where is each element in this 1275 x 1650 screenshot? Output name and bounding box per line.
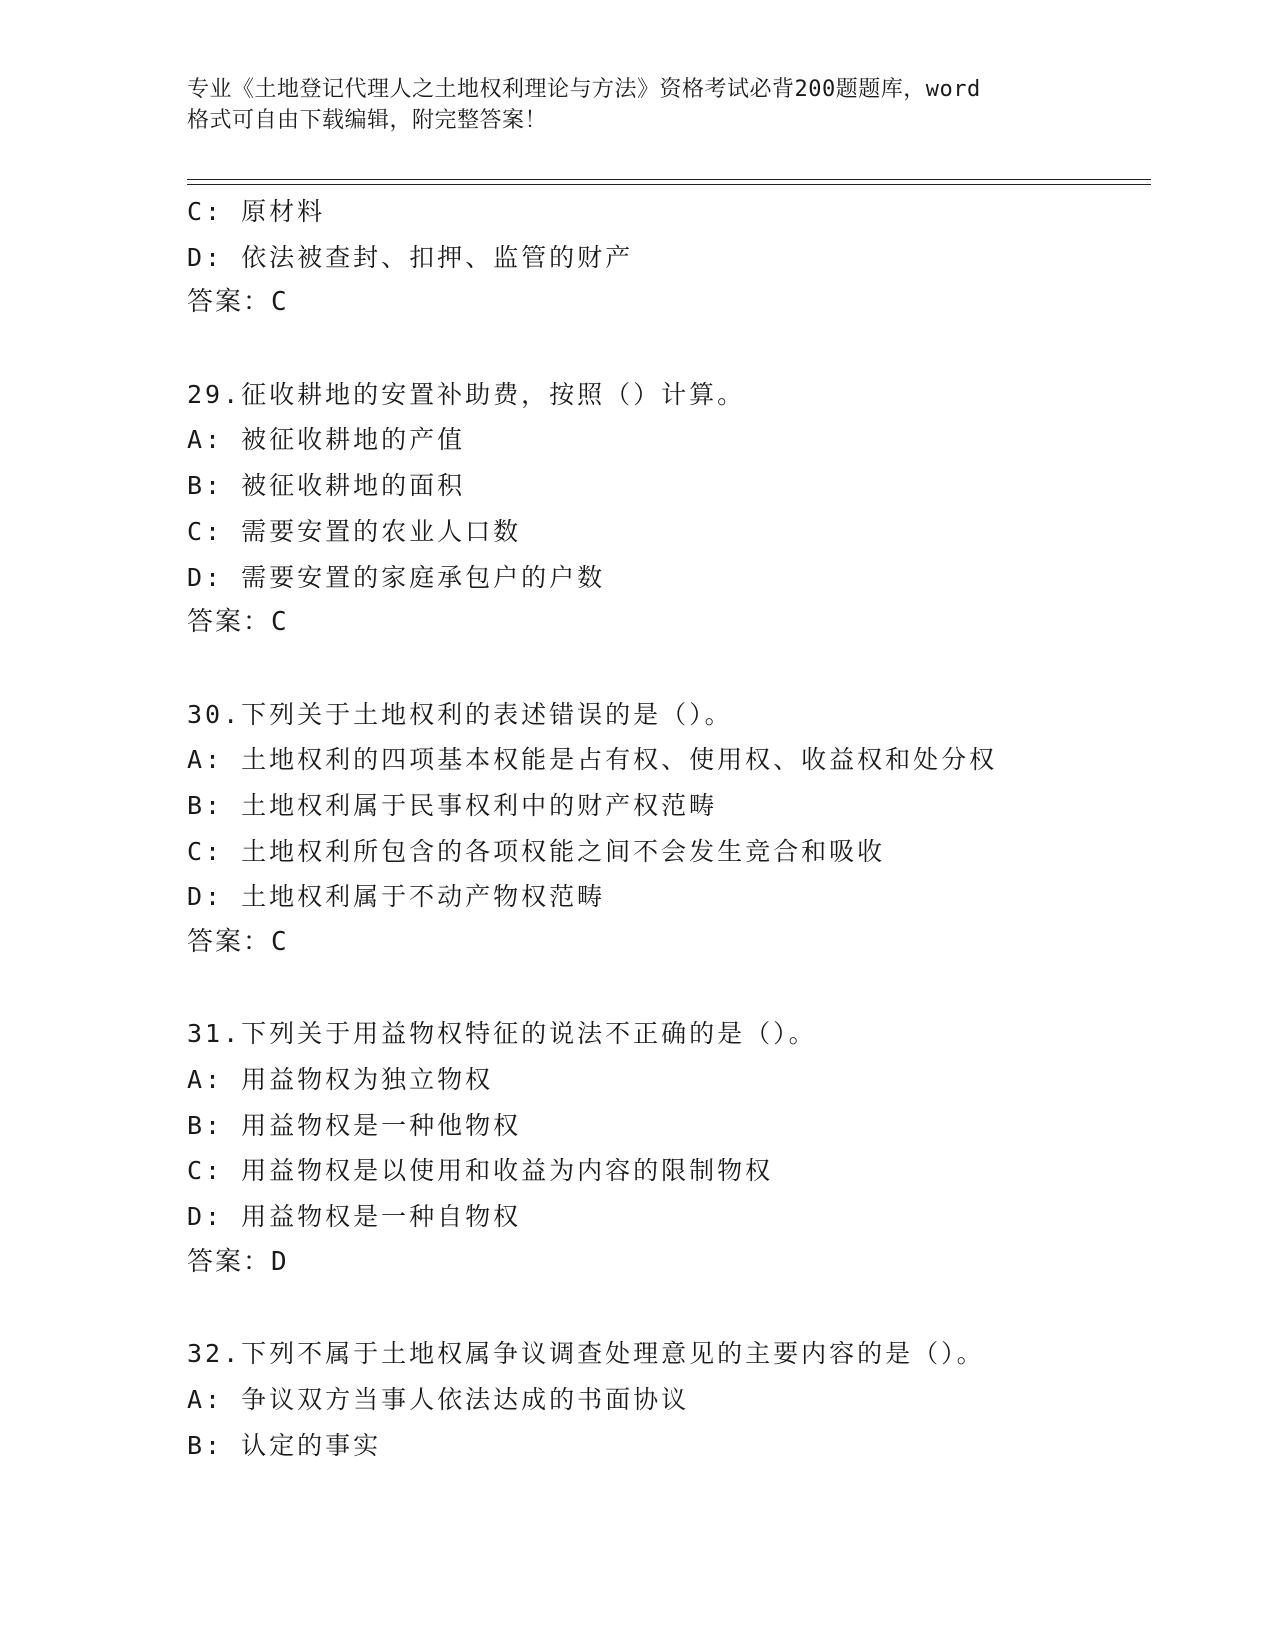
question-32 bbox=[187, 1331, 1147, 1468]
option-a: A: 争议双方当事人依法达成的书面协议 bbox=[187, 1384, 690, 1414]
header-divider-top bbox=[187, 179, 1151, 180]
answer-line bbox=[187, 1240, 1147, 1286]
option-c: C: 用益物权是以使用和收益为内容的限制物权 bbox=[187, 1156, 774, 1186]
option-c: C: 原材料 bbox=[187, 197, 326, 226]
option-b: B: 认定的事实 bbox=[187, 1430, 382, 1460]
answer-value: D bbox=[271, 1246, 287, 1277]
question-stem: 32.下列不属于土地权属争议调查处理意见的主要内容的是（）。 bbox=[187, 1339, 985, 1369]
answer-label: 答案： bbox=[187, 287, 272, 318]
option-b: B: 土地权利属于民事权利中的财产权范畴 bbox=[187, 790, 718, 820]
option-a: A: 用益物权为独立物权 bbox=[187, 1065, 494, 1095]
answer-value: C bbox=[271, 607, 287, 638]
option-a: A: 土地权利的四项基本权能是占有权、使用权、收益权和处分权 bbox=[187, 745, 998, 775]
answer-line bbox=[187, 280, 1147, 326]
option-c: C: 土地权利所包含的各项权能之间不会发生竞合和吸收 bbox=[187, 836, 886, 866]
question-29 bbox=[187, 372, 1147, 646]
answer-label: 答案： bbox=[187, 607, 272, 638]
option-d: D: 用益物权是一种自物权 bbox=[187, 1202, 522, 1232]
option-b: B: 被征收耕地的面积 bbox=[187, 471, 466, 501]
header-line-2: 格式可自由下载编辑，附完整答案！ bbox=[187, 108, 548, 133]
question-stem: 30.下列关于土地权利的表述错误的是（）。 bbox=[187, 699, 733, 729]
answer-line bbox=[187, 600, 1147, 646]
answer-line bbox=[187, 920, 1147, 966]
question-31 bbox=[187, 1011, 1147, 1285]
option-d: D: 土地权利属于不动产物权范畴 bbox=[187, 882, 606, 912]
option-b: B: 用益物权是一种他物权 bbox=[187, 1110, 522, 1140]
answer-label: 答案： bbox=[187, 927, 272, 957]
question-list bbox=[187, 189, 1147, 1468]
option-d: D: 需要安置的家庭承包户的户数 bbox=[187, 562, 606, 592]
question-stem: 29.征收耕地的安置补助费，按照（）计算。 bbox=[187, 379, 746, 409]
answer-value: C bbox=[271, 927, 287, 957]
option-a: A: 被征收耕地的产值 bbox=[187, 425, 466, 455]
carryover-question bbox=[187, 189, 1147, 326]
answer-label: 答案： bbox=[187, 1246, 272, 1277]
header-divider-bottom bbox=[187, 184, 1151, 185]
option-d: D: 依法被查封、扣押、监管的财产 bbox=[187, 242, 634, 272]
question-stem: 31.下列关于用益物权特征的说法不正确的是（）。 bbox=[187, 1019, 817, 1049]
option-c: C: 需要安置的农业人口数 bbox=[187, 516, 522, 546]
question-30 bbox=[187, 692, 1147, 966]
document-header bbox=[187, 74, 1087, 136]
header-line-1: 专业《土地登记代理人之土地权利理论与方法》资格考试必背200题题库，word bbox=[187, 77, 981, 102]
answer-value: C bbox=[271, 287, 287, 318]
